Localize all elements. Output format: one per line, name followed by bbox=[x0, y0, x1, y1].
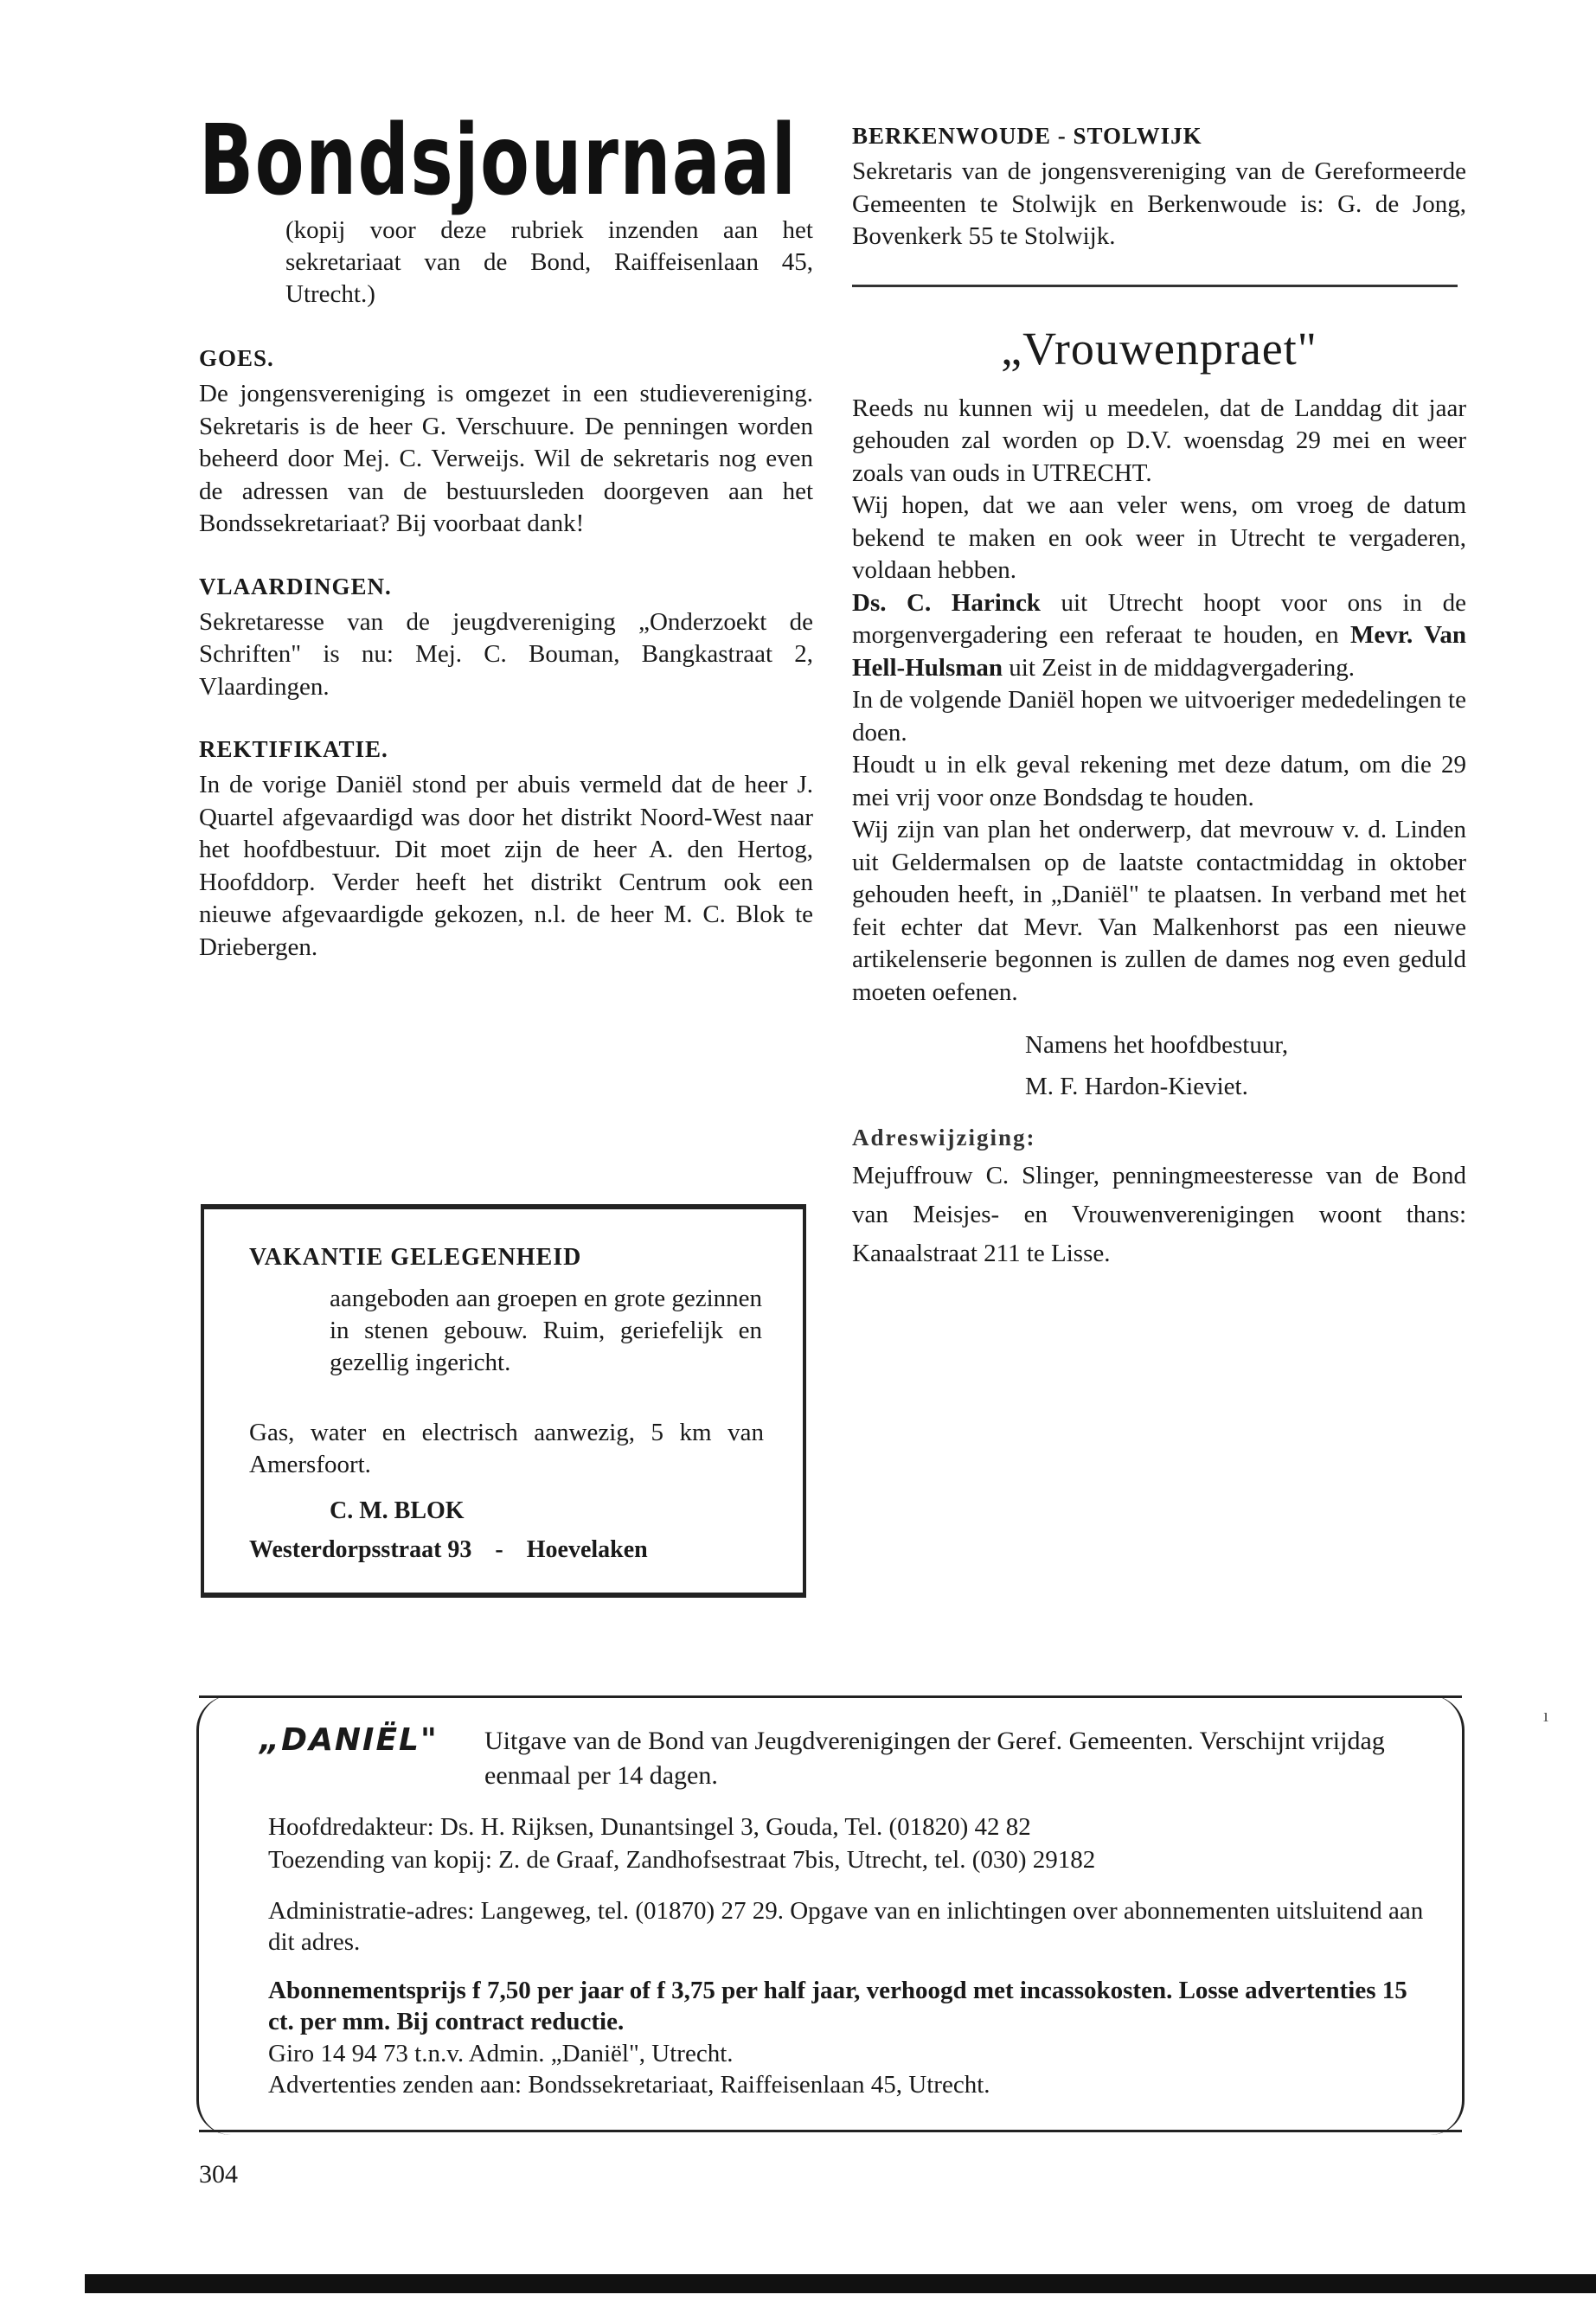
adreswijziging-heading: Adreswijziging: bbox=[852, 1125, 1036, 1150]
left-column bbox=[199, 105, 813, 964]
bracket-left bbox=[196, 1695, 234, 2135]
daniel-logo: „DANIËL" bbox=[260, 1722, 439, 1758]
ad-town: Hoevelaken bbox=[526, 1536, 648, 1563]
colophon-abonnement: Abonnementsprijs f 7,50 per jaar of f 3,75 per half jaar, verhoogd met incassokosten. Losse advertenties 15 ct. per mm. Bij contract reductie. bbox=[268, 1977, 1407, 2035]
ad-contact-address bbox=[249, 1536, 648, 1564]
ad-title: VAKANTIE GELEGENHEID bbox=[249, 1244, 582, 1271]
margin-mark: ı bbox=[1543, 1704, 1549, 1726]
divider bbox=[852, 285, 1458, 287]
colophon-toezending: Toezending van kopij: Z. de Graaf, Zandhofsestraat 7bis, Utrecht, tel. (030) 29182 bbox=[268, 1846, 1096, 1874]
vrouwenpraet-paragraph: Wij hopen, dat we aan veler wens, om vroeg de datum bekend te maken en ook weer in Utrecht te vergaderen, voldaan hebben. bbox=[852, 491, 1466, 584]
ad-street: Westerdorpsstraat 93 bbox=[249, 1536, 472, 1563]
bracket-right bbox=[1427, 1695, 1465, 2135]
ad-separator: - bbox=[495, 1536, 503, 1563]
vrouwenpraet-paragraph: Houdt u in elk geval rekening met deze datum, om die 29 mei vrij voor onze Bondsdag te houden. bbox=[852, 751, 1466, 811]
section-heading: REKTIFIKATIE. bbox=[199, 736, 388, 762]
signature-name: M. F. Hardon-Kieviet. bbox=[1025, 1073, 1248, 1100]
colophon-hoofdredakteur: Hoofdredakteur: Ds. H. Rijksen, Dunantsingel 3, Gouda, Tel. (01820) 42 82 bbox=[268, 1813, 1031, 1841]
speaker-name: Ds. C. Harinck bbox=[852, 588, 1041, 617]
footer-bar bbox=[85, 2274, 1596, 2293]
uitgave-text: Uitgave van de Bond van Jeugdverenigingen der Geref. Gemeenten. Verschijnt vrijdag eenmaal per 14 dagen. bbox=[484, 1727, 1385, 1790]
section-text: In de vorige Daniël stond per abuis vermeld dat de heer J. Quartel afgevaardigd was door het distrikt Noord-West naar het hoofdbestuur. Dit moet zijn de heer A. den Hertog, Hoofddorp. Verder heeft het distrikt Centrum ook een nieuwe afgevaardigde gekozen, n.l. de heer M. C. Blok te Driebergen. bbox=[199, 771, 813, 961]
masthead-intro: (kopij voor deze rubriek inzenden aan het sekretariaat van de Bond, Raiffeisenlaan 45, Utrecht.) bbox=[285, 216, 813, 308]
page-number: 304 bbox=[199, 2160, 238, 2189]
colophon-giro: Giro 14 94 73 t.n.v. Admin. „Daniël", Utrecht. bbox=[268, 2040, 734, 2067]
paragraph-text: uit Zeist in de middagvergadering. bbox=[1003, 653, 1355, 682]
section-heading: VLAARDINGEN. bbox=[199, 573, 392, 599]
colophon-uitgave bbox=[484, 1724, 1419, 1793]
masthead-title: Bondsjournaal bbox=[199, 105, 798, 217]
section-vlaardingen bbox=[199, 572, 813, 704]
vrouwenpraet-paragraph: In de volgende Daniël hopen we uitvoeriger mededelingen te doen. bbox=[852, 686, 1466, 747]
vakantie-ad-box bbox=[201, 1204, 806, 1598]
colophon-advertenties: Advertenties zenden aan: Bondssekretariaat, Raiffeisenlaan 45, Utrecht. bbox=[268, 2071, 990, 2099]
ad-description: aangeboden aan groepen en grote gezinnen in stenen gebouw. Ruim, geriefelijk en gezellig ingericht. bbox=[330, 1285, 763, 1376]
section-heading: GOES. bbox=[199, 345, 274, 371]
signature bbox=[1025, 1024, 1466, 1107]
section-rektifikatie bbox=[199, 734, 813, 964]
signature-line: Namens het hoofdbestuur, bbox=[1025, 1031, 1289, 1059]
ad-amenities: Gas, water en electrisch aanwezig, 5 km van Amersfoort. bbox=[249, 1419, 764, 1478]
paragraph-text: uit Utrecht hoopt voor ons in de morgenvergadering een referaat te houden, en bbox=[852, 588, 1466, 649]
section-text-berkenwoude: Sekretaris van de jongensvereniging van de Gereformeerde Gemeenten te Stolwijk en Berkenwoude is: G. de Jong, Bovenkerk 55 te Stolwijk. bbox=[852, 157, 1466, 250]
speaker-name: Mevr. Van Hell-Hulsman bbox=[852, 621, 1466, 682]
colophon-box bbox=[199, 1695, 1462, 2132]
vrouwenpraet-paragraph: Reeds nu kunnen wij u meedelen, dat de Landdag dit jaar gehouden zal worden op D.V. woensdag 29 mei en weer zoals van ouds in UTRECHT. bbox=[852, 394, 1466, 487]
section-text: Sekretaresse van de jeugdvereniging „Onderzoekt de Schriften" is nu: Mej. C. Bouman, Bangkastraat 2, Vlaardingen. bbox=[199, 607, 813, 701]
section-text: De jongensvereniging is omgezet in een studievereniging. Sekretaris is de heer G. Verschuure. De penningen worden beheerd door Mej. C. Verweijs. Wil de sekretaris nog even de adressen van de bestuursleden doorgeven aan het Bondssekretariaat? Bij voorbaat dank! bbox=[199, 380, 813, 537]
vrouwenpraet-paragraph bbox=[852, 587, 1466, 685]
vrouwenpraet-paragraph: Wij zijn van plan het onderwerp, dat mevrouw v. d. Linden uit Geldermalsen op de laatste contactmiddag in oktober gehouden heeft, in „Daniël" te plaatsen. In verband met het feit echter dat Mevr. Van Malkenhorst pas een nieuwe artikelenserie begonnen is zullen de dames nog even geduld moeten oefenen. bbox=[852, 816, 1466, 1006]
right-column bbox=[852, 121, 1466, 1273]
vrouwenpraet-title: „Vrouwenpraet" bbox=[1001, 322, 1317, 375]
ad-contact-name: C. M. BLOK bbox=[330, 1497, 465, 1524]
colophon-administratie: Administratie-adres: Langeweg, tel. (01870) 27 29. Opgave van en inlichtingen over abonnementen uitsluitend aan dit adres. bbox=[268, 1897, 1424, 1956]
section-heading-berkenwoude: BERKENWOUDE - STOLWIJK bbox=[852, 123, 1202, 149]
section-goes bbox=[199, 343, 813, 541]
adreswijziging-text: Mejuffrouw C. Slinger, penningmeesteresse van de Bond van Meisjes- en Vrouwenverenigingen woont thans: Kanaalstraat 211 te Lisse. bbox=[852, 1162, 1466, 1267]
